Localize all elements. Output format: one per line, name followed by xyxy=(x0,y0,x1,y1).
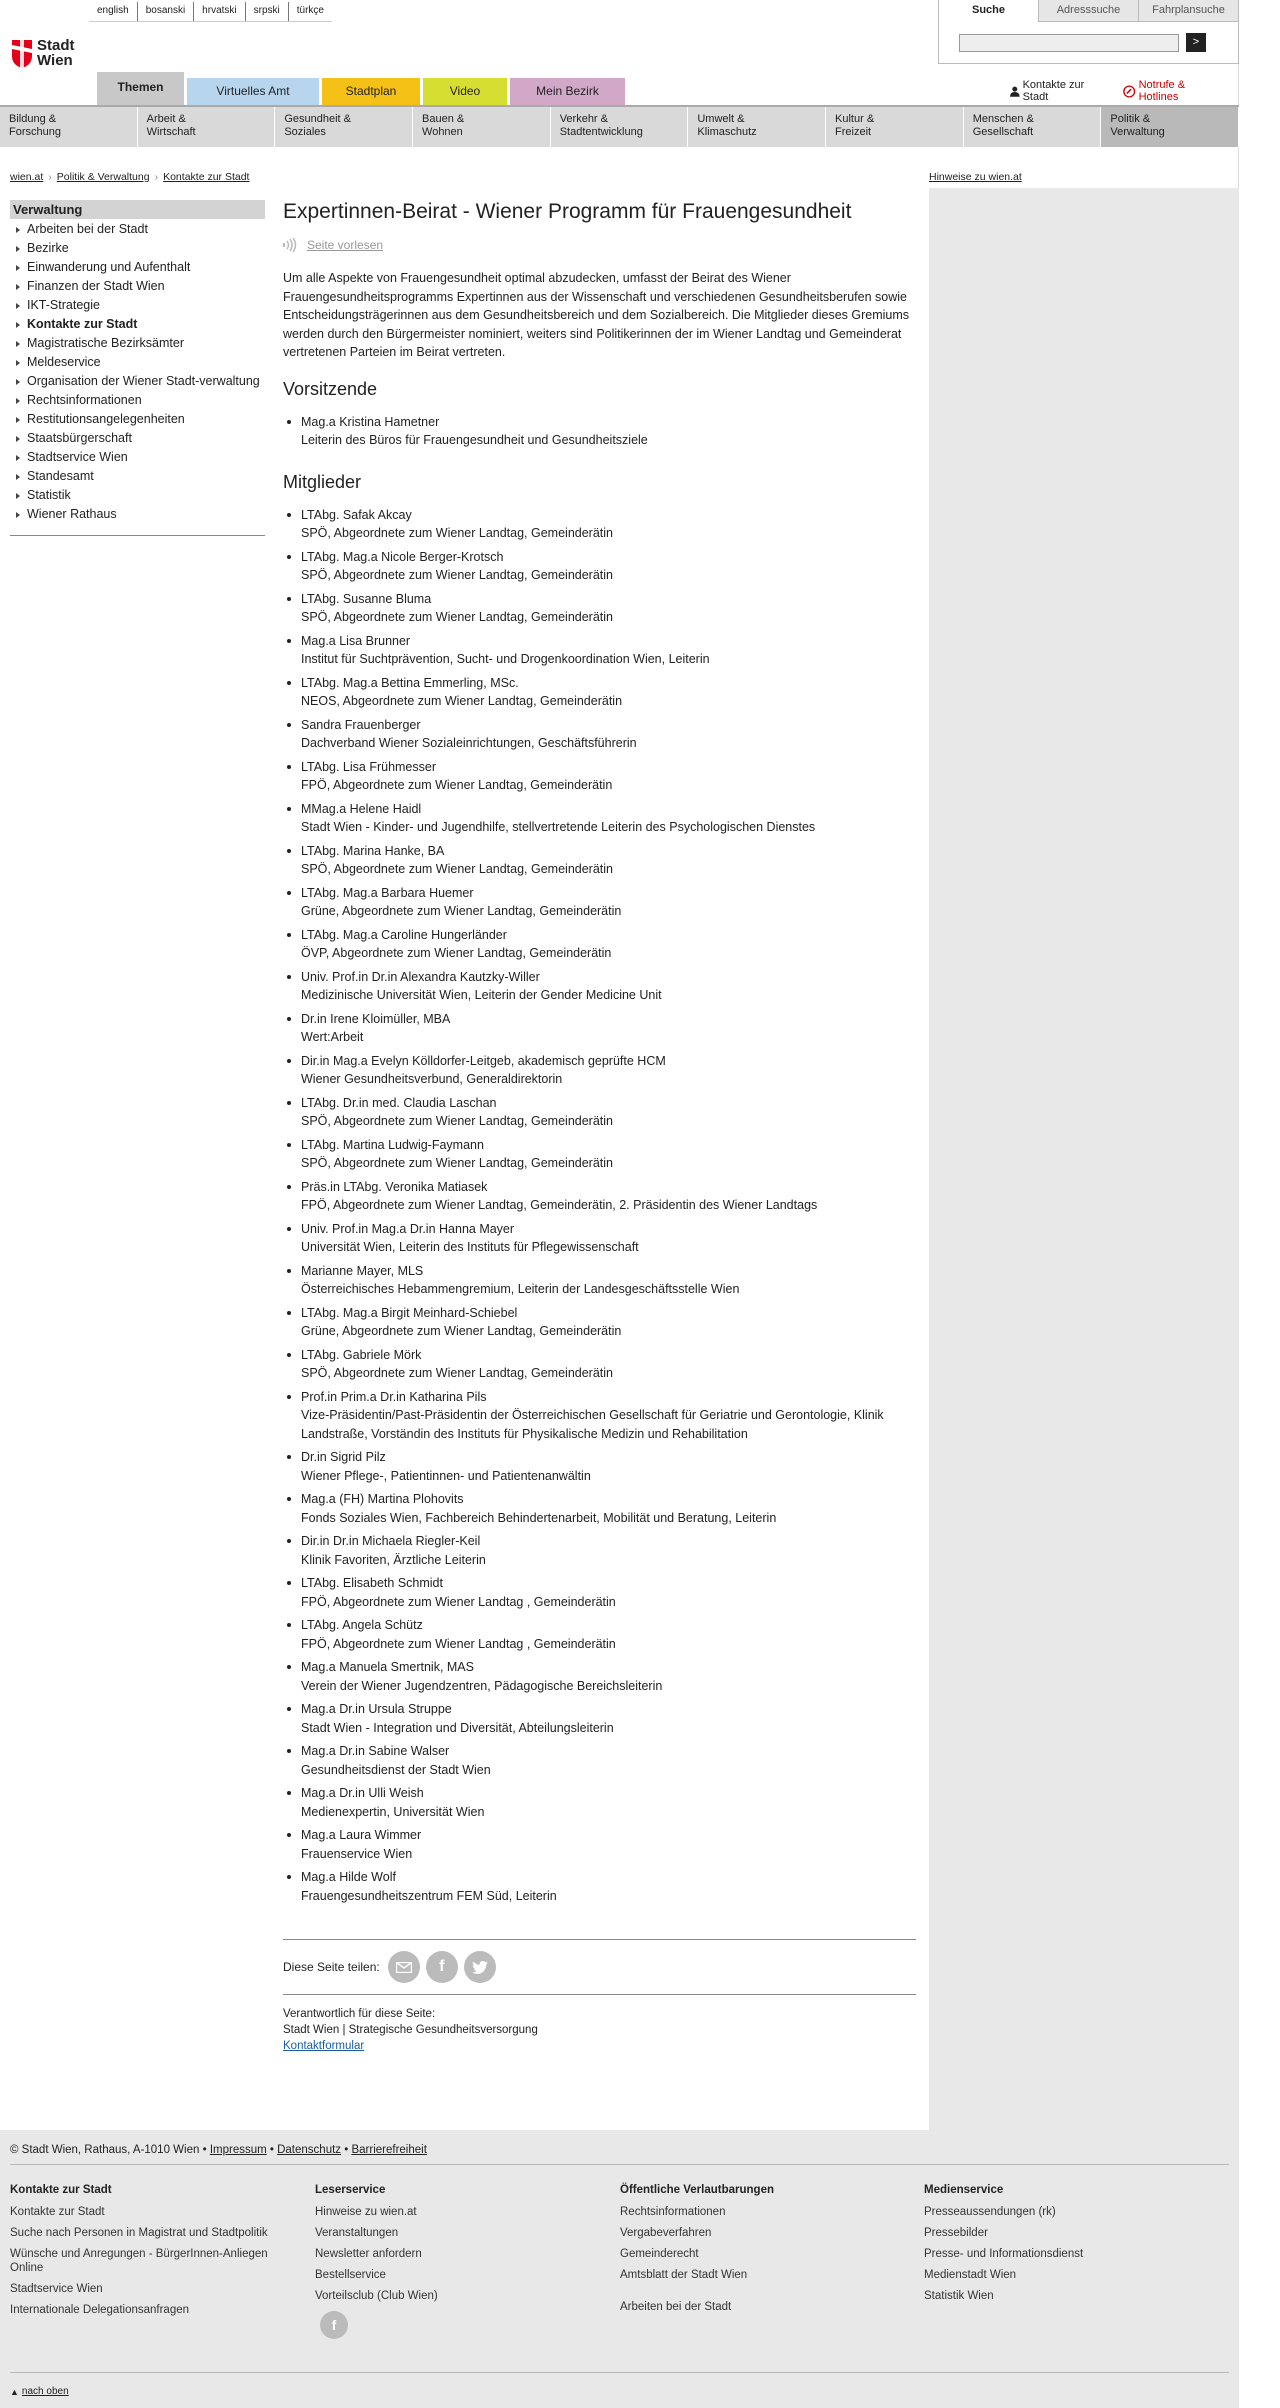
page-title: Expertinnen-Beirat - Wiener Programm für Frauengesundheit xyxy=(283,200,852,223)
logo-text: Stadt Wien xyxy=(37,37,75,69)
member-item xyxy=(283,1826,916,1863)
site-logo[interactable] xyxy=(12,38,75,68)
top-tabs xyxy=(97,72,628,105)
responsible-section xyxy=(283,1994,916,2054)
tab-virtuelles-amt[interactable]: Virtuelles Amt xyxy=(187,78,319,105)
member-role: SPÖ, Abgeordnete zum Wiener Landtag, Gemeinderätin xyxy=(301,526,613,540)
member-name: Dr.in Sigrid Pilz xyxy=(301,1450,386,1464)
sidebar-heading[interactable]: Verwaltung xyxy=(10,200,265,219)
lang-srpski[interactable]: srpski xyxy=(246,2,289,21)
sidebar-item[interactable]: Rechtsinformationen xyxy=(10,391,265,410)
member-role: SPÖ, Abgeordnete zum Wiener Landtag, Gemeinderätin xyxy=(301,1366,613,1380)
footer-link[interactable]: Statistik Wien xyxy=(924,2290,994,2302)
member-name: Mag.a Laura Wimmer xyxy=(301,1828,422,1842)
member-name: Sandra Frauenberger xyxy=(301,717,421,732)
footer-link[interactable]: Kontakte zur Stadt xyxy=(10,2206,105,2218)
member-name: Marianne Mayer, MLS xyxy=(301,1263,424,1278)
member-role: Vize-Präsidentin/Past-Präsidentin der Österreichischen Gesellschaft für Geriatrie und Gerontologie, Klinik Landstraße, Vorständin des Instituts für Physikalische Medizin und Rehabilitation xyxy=(301,1408,884,1441)
lang-english[interactable]: english xyxy=(89,2,138,21)
arrow-up-icon: ▲ xyxy=(10,2386,19,2397)
member-role: FPÖ, Abgeordnete zum Wiener Landtag, Gemeinderätin, 2. Präsidentin des Wiener Landtags xyxy=(301,1198,818,1212)
footer-link[interactable]: Newsletter anfordern xyxy=(315,2248,422,2260)
member-item xyxy=(283,548,916,585)
nav-umwelt[interactable]: Umwelt & Klimaschutz xyxy=(688,107,826,147)
nav-bildung[interactable]: Bildung & Forschung xyxy=(0,107,138,147)
intro-text: Um alle Aspekte von Frauengesundheit optimal abzudecken, umfasst der Beirat des Wiener Frauengesundheitsprogramms Expertinnen aus der Wissenschaft und verschiedenen Gesundheitsberufen sowie Entscheidungsträgerinnen aus dem Gesundheitsbereich und dem Sozialbereich. Die Mitglieder dieses Gremiums werden durch den Bürgermeister nominiert, weiters sind Politikerinnen der im Wiener Landtag und Gemeinderat vertretenen Parteien im Beirat vertreten. xyxy=(283,271,910,359)
footer-link[interactable]: Gemeinderecht xyxy=(620,2248,699,2260)
nav-menschen[interactable]: Menschen & Gesellschaft xyxy=(964,107,1102,147)
member-name: LTAbg. Mag.a Nicole Berger-Krotsch xyxy=(301,549,504,564)
main-content xyxy=(283,200,916,2054)
responsible-label: Verantwortlich für diese Seite: xyxy=(283,2008,436,2020)
email-share-icon[interactable] xyxy=(388,1951,420,1983)
footer-link[interactable]: Arbeiten bei der Stadt xyxy=(620,2301,732,2313)
member-name: LTAbg. Dr.in med. Claudia Laschan xyxy=(301,1095,497,1110)
vienna-shield-icon xyxy=(12,40,32,68)
member-item xyxy=(283,1010,916,1047)
sidebar-item[interactable]: Finanzen der Stadt Wien xyxy=(10,277,265,296)
footer-col-leserservice: Leserservice Hinweise zu wien.at Veranstaltungen Newsletter anfordern Bestellservice Vorteilsclub (Club Wien) f xyxy=(315,2184,605,2339)
member-name: Mag.a Kristina Hametner xyxy=(301,414,440,429)
sidebar-item[interactable]: Statistik xyxy=(10,486,265,505)
language-bar xyxy=(89,2,332,22)
member-name: LTAbg. Susanne Bluma xyxy=(301,591,432,606)
member-item xyxy=(283,1616,916,1653)
member-item xyxy=(283,1220,916,1257)
twitter-share-icon[interactable] xyxy=(464,1951,496,1983)
member-name: LTAbg. Lisa Frühmesser xyxy=(301,759,437,774)
nav-verkehr[interactable]: Verkehr & Stadtentwicklung xyxy=(551,107,689,147)
member-item xyxy=(283,1658,916,1695)
facebook-icon[interactable]: f xyxy=(320,2311,348,2339)
member-role: Dachverband Wiener Sozialeinrichtungen, Geschäftsführerin xyxy=(301,736,637,750)
member-item xyxy=(283,1346,916,1383)
impressum-link[interactable]: Impressum xyxy=(209,2144,267,2156)
member-name: LTAbg. Mag.a Bettina Emmerling, MSc. xyxy=(301,675,519,690)
member-role: SPÖ, Abgeordnete zum Wiener Landtag, Gemeinderätin xyxy=(301,610,613,624)
sidebar-item[interactable]: Meldeservice xyxy=(10,353,265,372)
crumb-separator-icon: › xyxy=(48,171,52,183)
back-to-top-link[interactable]: ▲ nach oben xyxy=(10,2386,69,2397)
sidebar xyxy=(10,200,265,536)
member-item xyxy=(283,1532,916,1569)
vorsitz-list xyxy=(283,413,916,450)
member-role: Fonds Soziales Wien, Fachbereich Behindertenarbeit, Mobilität und Beratung, Leiterin xyxy=(301,1510,777,1525)
contact-form-link[interactable]: Kontaktformular xyxy=(283,2040,365,2052)
member-name: Mag.a Lisa Brunner xyxy=(301,633,411,648)
search-submit-button[interactable]: > xyxy=(1186,33,1206,52)
member-role: Österreichisches Hebammengremium, Leiterin der Landesgeschäftsstelle Wien xyxy=(301,1282,740,1296)
footer-link[interactable]: Suche nach Personen in Magistrat und Stadtpolitik xyxy=(10,2227,268,2239)
member-name: Mag.a Dr.in Ursula Struppe xyxy=(301,1702,452,1716)
member-name: Dir.in Mag.a Evelyn Kölldorfer-Leitgeb, akademisch geprüfte HCM xyxy=(301,1053,666,1068)
barrierefreiheit-link[interactable]: Barrierefreiheit xyxy=(351,2144,427,2156)
member-name: Univ. Prof.in Mag.a Dr.in Hanna Mayer xyxy=(301,1221,515,1236)
member-role: FPÖ, Abgeordnete zum Wiener Landtag , Gemeinderätin xyxy=(301,1636,616,1651)
facebook-share-icon[interactable]: f xyxy=(426,1951,458,1983)
member-item xyxy=(283,884,916,921)
member-role: SPÖ, Abgeordnete zum Wiener Landtag, Gemeinderätin xyxy=(301,862,613,876)
tab-themen[interactable]: Themen xyxy=(97,72,184,105)
member-item xyxy=(283,413,916,450)
member-name: LTAbg. Elisabeth Schmidt xyxy=(301,1576,443,1590)
member-name: Mag.a Dr.in Ulli Weish xyxy=(301,1786,424,1800)
member-item xyxy=(283,1304,916,1341)
member-name: LTAbg. Mag.a Barbara Huemer xyxy=(301,885,474,900)
member-list xyxy=(283,506,916,1906)
member-name: LTAbg. Marina Hanke, BA xyxy=(301,843,445,858)
member-role: Institut für Suchtprävention, Sucht- und Drogenkoordination Wien, Leiterin xyxy=(301,652,710,666)
search-input[interactable] xyxy=(959,34,1179,52)
member-name: LTAbg. Mag.a Birgit Meinhard-Schiebel xyxy=(301,1305,518,1320)
member-item xyxy=(283,590,916,627)
main-navigation xyxy=(0,105,1239,147)
tab-adresssuche[interactable]: Adresssuche xyxy=(1038,0,1138,22)
member-item xyxy=(283,1700,916,1737)
member-role: ÖVP, Abgeordnete zum Wiener Landtag, Gemeinderätin xyxy=(301,946,612,960)
hinweise-link[interactable]: Hinweise zu wien.at xyxy=(929,171,1022,183)
member-role: Wiener Pflege-, Patientinnen- und Patientenanwältin xyxy=(301,1468,591,1483)
member-name: LTAbg. Angela Schütz xyxy=(301,1618,423,1632)
member-name: Dr.in Irene Kloimüller, MBA xyxy=(301,1011,451,1026)
footer-link[interactable]: Medienstadt Wien xyxy=(924,2269,1017,2281)
footer-link[interactable]: Pressebilder xyxy=(924,2227,988,2239)
search-panel xyxy=(938,0,1239,64)
member-role: NEOS, Abgeordnete zum Wiener Landtag, Gemeinderätin xyxy=(301,694,623,708)
nav-kultur[interactable]: Kultur & Freizeit xyxy=(826,107,964,147)
crumb-home[interactable]: wien.at xyxy=(10,171,44,183)
member-item xyxy=(283,1784,916,1821)
member-role: Universität Wien, Leiterin des Instituts für Pflegewissenschaft xyxy=(301,1240,639,1254)
member-name: LTAbg. Mag.a Caroline Hungerländer xyxy=(301,927,507,942)
notruf-link[interactable]: Notrufe & Hotlines xyxy=(1123,79,1224,103)
datenschutz-link[interactable]: Datenschutz xyxy=(277,2144,342,2156)
member-name: Mag.a Hilde Wolf xyxy=(301,1870,396,1884)
sidebar-list xyxy=(10,220,265,536)
share-label: Diese Seite teilen: xyxy=(283,1960,380,1974)
footer-link[interactable]: Wünsche und Anregungen - BürgerInnen-Anliegen Online xyxy=(10,2248,268,2274)
footer-link[interactable]: Internationale Delegationsanfragen xyxy=(10,2304,190,2316)
sidebar-item[interactable]: Standesamt xyxy=(10,467,265,486)
member-name: LTAbg. Gabriele Mörk xyxy=(301,1347,422,1362)
member-item xyxy=(283,842,916,879)
member-name: Univ. Prof.in Dr.in Alexandra Kautzky-Willer xyxy=(301,969,540,984)
top-links xyxy=(1010,79,1238,103)
member-role: Wert:Arbeit xyxy=(301,1030,364,1044)
member-item xyxy=(283,632,916,669)
member-item xyxy=(283,1448,916,1485)
sidebar-item[interactable]: Organisation der Wiener Stadt-verwaltung xyxy=(10,372,265,391)
share-bar xyxy=(283,1939,916,1983)
footer-col-medienservice: Medienservice Presseaussendungen (rk) Pressebilder Presse- und Informationsdienst Medienstadt Wien Statistik Wien xyxy=(924,2184,1214,2310)
person-icon xyxy=(1010,86,1020,97)
footer-link[interactable]: Bestellservice xyxy=(315,2269,386,2281)
member-role: Medienexpertin, Universität Wien xyxy=(301,1804,485,1819)
member-role: Frauengesundheitszentrum FEM Süd, Leiterin xyxy=(301,1888,557,1903)
member-name: LTAbg. Safak Akcay xyxy=(301,507,412,522)
member-name: Prof.in Prim.a Dr.in Katharina Pils xyxy=(301,1389,487,1404)
breadcrumb xyxy=(10,171,249,183)
footer-divider xyxy=(10,2164,1229,2165)
member-name: MMag.a Helene Haidl xyxy=(301,801,422,816)
responsible-org: Stadt Wien | Strategische Gesundheitsversorgung xyxy=(283,2024,538,2036)
member-item xyxy=(283,758,916,795)
sidebar-item[interactable]: IKT-Strategie xyxy=(10,296,265,315)
nav-gesundheit[interactable]: Gesundheit & Soziales xyxy=(275,107,413,147)
sidebar-item[interactable]: Kontakte zur Stadt xyxy=(10,315,265,334)
member-item xyxy=(283,926,916,963)
member-role: Gesundheitsdienst der Stadt Wien xyxy=(301,1762,491,1777)
sidebar-item[interactable]: Einwanderung und Aufenthalt xyxy=(10,258,265,277)
member-item xyxy=(283,800,916,837)
speaker-icon xyxy=(283,238,299,252)
member-name: Dir.in Dr.in Michaela Riegler-Keil xyxy=(301,1534,481,1548)
member-role: Leiterin des Büros für Frauengesundheit und Gesundheitsziele xyxy=(301,433,648,447)
nav-bauen[interactable]: Bauen & Wohnen xyxy=(413,107,551,147)
member-item xyxy=(283,1490,916,1527)
member-role: Wiener Gesundheitsverbund, Generaldirektorin xyxy=(301,1072,563,1086)
footer-link[interactable]: Veranstaltungen xyxy=(315,2227,399,2239)
crumb-kontakte[interactable]: Kontakte zur Stadt xyxy=(163,171,250,183)
member-role: Grüne, Abgeordnete zum Wiener Landtag, Gemeinderätin xyxy=(301,904,622,918)
member-item xyxy=(283,1136,916,1173)
sidebar-item[interactable]: Restitutionsangelegenheiten xyxy=(10,410,265,429)
member-item xyxy=(283,1094,916,1131)
tab-mein-bezirk[interactable]: Mein Bezirk xyxy=(510,78,625,105)
mitglieder-heading: Mitglieder xyxy=(283,471,362,492)
member-role: FPÖ, Abgeordnete zum Wiener Landtag, Gemeinderätin xyxy=(301,778,613,792)
vorsitz-heading: Vorsitzende xyxy=(283,378,378,399)
member-item xyxy=(283,716,916,753)
tab-video[interactable]: Video xyxy=(423,78,507,105)
nav-politik[interactable]: Politik & Verwaltung xyxy=(1101,107,1239,147)
sidebar-item[interactable]: Magistratische Bezirksämter xyxy=(10,334,265,353)
lang-hrvatski[interactable]: hrvatski xyxy=(194,2,245,21)
member-item xyxy=(283,674,916,711)
member-item xyxy=(283,1574,916,1611)
member-item xyxy=(283,1742,916,1779)
sidebar-item[interactable]: Arbeiten bei der Stadt xyxy=(10,220,265,239)
member-role: SPÖ, Abgeordnete zum Wiener Landtag, Gemeinderätin xyxy=(301,1156,613,1170)
phone-icon xyxy=(1123,85,1135,98)
member-role: Stadt Wien - Integration und Diversität, Abteilungsleiterin xyxy=(301,1720,614,1735)
member-role: Grüne, Abgeordnete zum Wiener Landtag, Gemeinderätin xyxy=(301,1324,622,1338)
member-item xyxy=(283,968,916,1005)
tab-stadtplan[interactable]: Stadtplan xyxy=(322,78,420,105)
footer-col-kontakte: Kontakte zur Stadt Kontakte zur Stadt Suche nach Personen in Magistrat und Stadtpolitik Wünsche und Anregungen - BürgerInnen-Anliegen Online Stadtservice Wien Internationale Delegationsanfragen xyxy=(10,2184,300,2324)
member-name: Mag.a (FH) Martina Plohovits xyxy=(301,1492,464,1506)
lang-turkce[interactable]: türkçe xyxy=(296,5,324,16)
member-role: Medizinische Universität Wien, Leiterin der Gender Medicine Unit xyxy=(301,988,662,1002)
member-role: FPÖ, Abgeordnete zum Wiener Landtag , Gemeinderätin xyxy=(301,1594,616,1609)
footer-link[interactable]: Hinweise zu wien.at xyxy=(315,2206,417,2218)
member-role: Klinik Favoriten, Ärztliche Leiterin xyxy=(301,1552,486,1567)
tab-suche[interactable]: Suche xyxy=(939,0,1038,22)
footer-link[interactable]: Rechtsinformationen xyxy=(620,2206,726,2218)
member-item xyxy=(283,1868,916,1905)
footer-link[interactable]: Stadtservice Wien xyxy=(10,2283,103,2295)
member-name: Mag.a Dr.in Sabine Walser xyxy=(301,1744,450,1758)
member-role: SPÖ, Abgeordnete zum Wiener Landtag, Gemeinderätin xyxy=(301,1114,613,1128)
sidebar-item[interactable]: Staatsbürgerschaft xyxy=(10,429,265,448)
member-item xyxy=(283,1388,916,1444)
member-item xyxy=(283,1052,916,1089)
sidebar-item[interactable]: Bezirke xyxy=(10,239,265,258)
nav-arbeit[interactable]: Arbeit & Wirtschaft xyxy=(138,107,276,147)
kontakte-link[interactable]: Kontakte zur Stadt xyxy=(1010,79,1109,103)
member-role: Stadt Wien - Kinder- und Jugendhilfe, stellvertretende Leiterin des Psychologischen Dienstes xyxy=(301,820,816,834)
member-item xyxy=(283,1178,916,1215)
member-name: Mag.a Manuela Smertnik, MAS xyxy=(301,1660,474,1674)
member-name: LTAbg. Martina Ludwig-Faymann xyxy=(301,1137,484,1152)
sidebar-item[interactable]: Stadtservice Wien xyxy=(10,448,265,467)
right-column xyxy=(929,188,1239,2130)
footer-link[interactable]: Presseaussendungen (rk) xyxy=(924,2206,1056,2218)
member-role: Verein der Wiener Jugendzentren, Pädagogische Bereichsleiterin xyxy=(301,1678,663,1693)
sidebar-item[interactable]: Wiener Rathaus xyxy=(10,505,265,524)
footer-link[interactable]: Vergabeverfahren xyxy=(620,2227,712,2239)
crumb-separator-icon: › xyxy=(154,171,159,183)
footer-link[interactable]: Vorteilsclub (Club Wien) xyxy=(315,2290,438,2302)
tab-fahrplansuche[interactable]: Fahrplansuche xyxy=(1138,0,1238,22)
crumb-politik[interactable]: Politik & Verwaltung xyxy=(56,171,150,183)
footer-link[interactable]: Presse- und Informationsdienst xyxy=(924,2248,1084,2260)
footer-divider xyxy=(10,2372,1229,2373)
member-role: Frauenservice Wien xyxy=(301,1846,413,1861)
member-name: Präs.in LTAbg. Veronika Matiasek xyxy=(301,1179,488,1194)
footer-link[interactable]: Amtsblatt der Stadt Wien xyxy=(620,2269,748,2281)
member-item xyxy=(283,1262,916,1299)
footer xyxy=(0,2130,1239,2408)
copyright-line: © Stadt Wien, Rathaus, A-1010 Wien • Impressum • Datenschutz • Barrierefreiheit xyxy=(10,2144,427,2156)
member-item xyxy=(283,506,916,543)
lang-bosanski[interactable]: bosanski xyxy=(138,2,194,21)
member-role: SPÖ, Abgeordnete zum Wiener Landtag, Gemeinderätin xyxy=(301,568,613,582)
footer-col-verlautbarungen: Öffentliche Verlautbarungen Rechtsinformationen Vergabeverfahren Gemeinderecht Amtsblatt der Stadt Wien Arbeiten bei der Stadt xyxy=(620,2184,910,2321)
read-aloud[interactable]: Seite vorlesen xyxy=(283,238,916,252)
